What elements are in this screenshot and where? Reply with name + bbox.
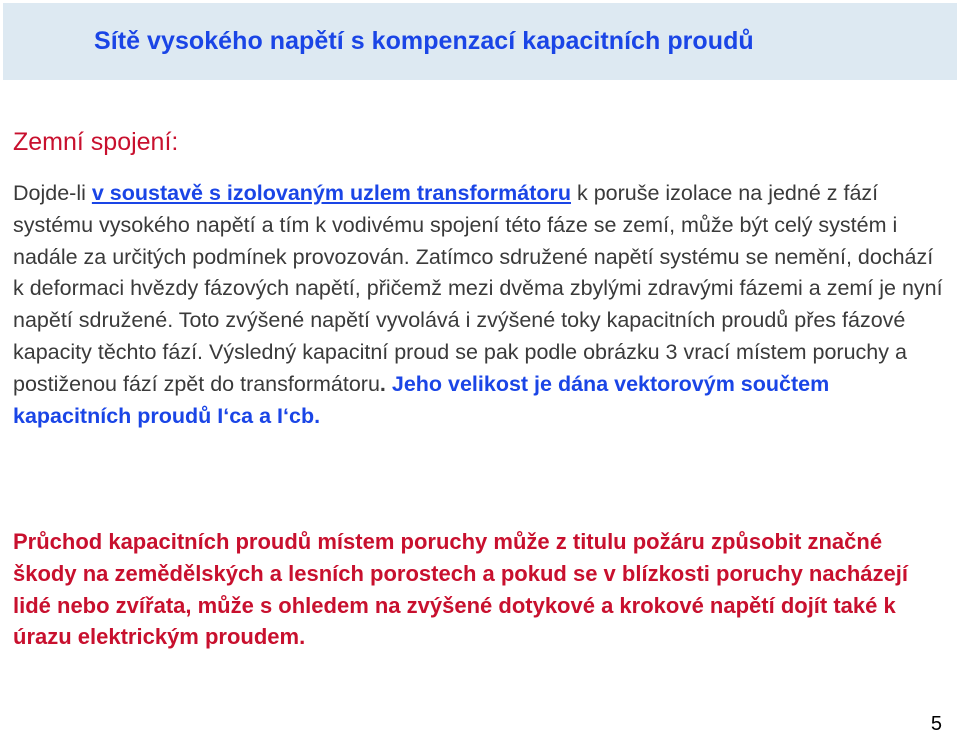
paragraph-intro: Dojde-li	[13, 181, 92, 205]
warning-paragraph: Průchod kapacitních proudů místem poruchy může z titulu požáru způsobit značné škody na zemědělských a lesních porostech a pokud se v blízkosti poruchy nacházejí lidé nebo zvířata, může s ohledem na zvýšené dotykové a krokové napětí dojít také k úrazu elektrickým proudem.	[13, 529, 908, 650]
page-number: 5	[930, 713, 942, 735]
paragraph-body: k poruše izolace na jedné z fází systému vysokého napětí a tím k vodivému spojení této fáze se zemí, může být celý systém i nadále za určitých podmínek provozován. Zatímco sdružené napětí systému se nemění, dochází k deformaci hvězdy fázových napětí, přičemž mezi dvěma zbylými zdravými fázemi a zemí je nyní napětí sdružené. Toto zvýšené napětí vyvolává i zvýšené toky kapacitních proudů přes fázové kapacity těchto fází. Výsledný kapacitní proud se pak podle obrázku 3 vrací místem poruchy a postiženou fází zpět do transformátoru	[13, 181, 943, 396]
paragraph-period: .	[379, 371, 386, 396]
title-bar	[3, 3, 957, 80]
page-title: Sítě vysokého napětí s kompenzací kapacitních proudů	[94, 27, 754, 55]
link-isolated-neutral[interactable]: v soustavě s izolovaným uzlem transformátoru	[91, 181, 571, 205]
body-paragraph	[13, 178, 948, 432]
section-heading: Zemní spojení:	[13, 128, 179, 156]
emphasis-sentence: Jeho velikost je dána vektorovým součtem kapacitních proudů I‘ca a I‘cb.	[13, 371, 830, 428]
